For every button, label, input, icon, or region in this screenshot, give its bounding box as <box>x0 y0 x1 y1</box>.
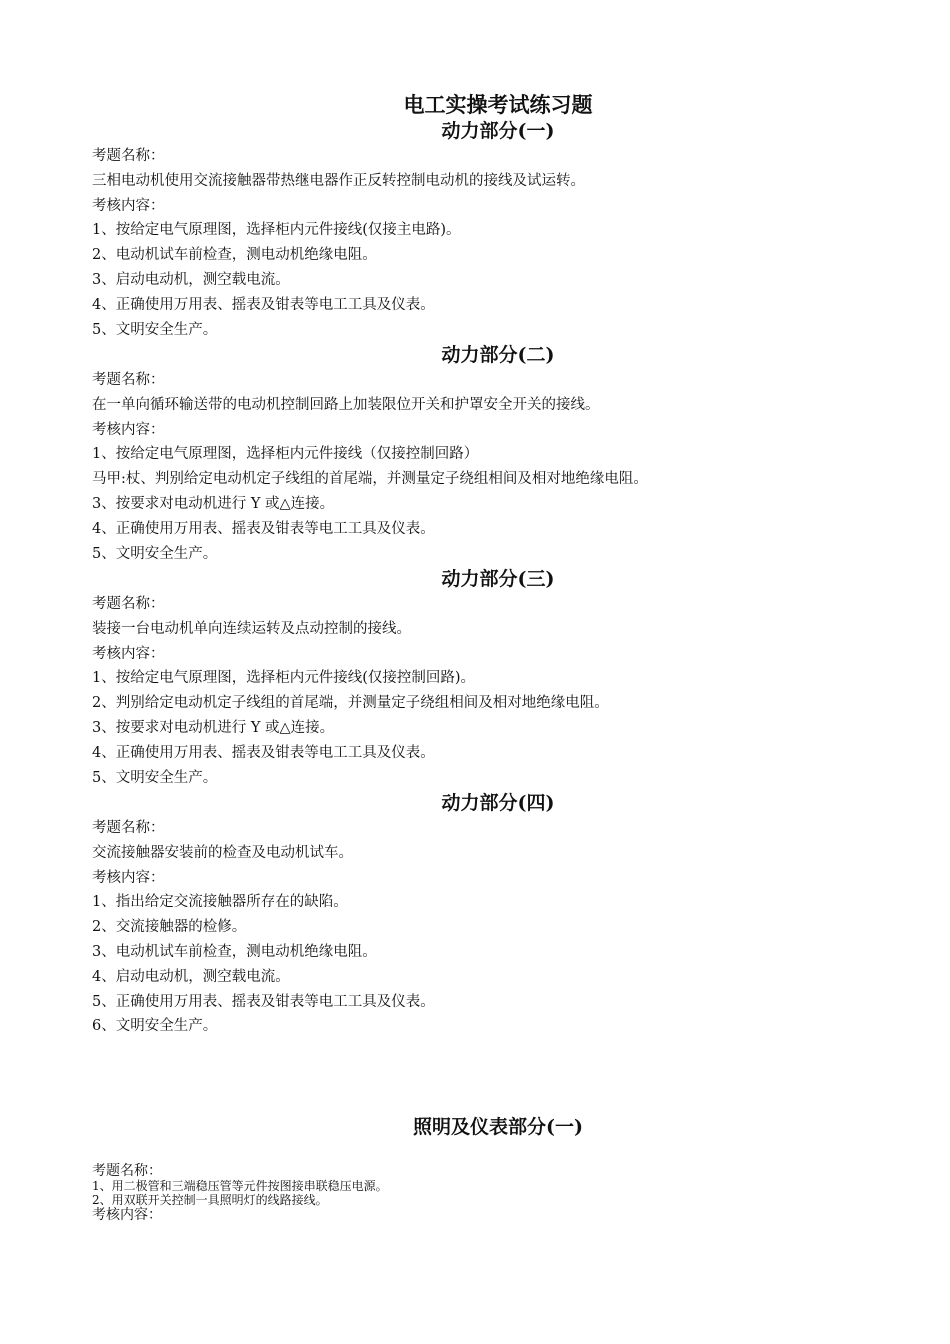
list-item: 5、文明安全生产。 <box>92 321 218 338</box>
list-item: 1、用二极管和三端稳压管等元件按图接串联稳压电源。 <box>92 1179 388 1193</box>
exam-name-label: 考题名称： <box>92 148 165 164</box>
section-heading-3: 动力部分(三) <box>441 568 555 590</box>
list-item: 1、指出给定交流接触器所存在的缺陷。 <box>92 894 348 911</box>
list-item: 2、用双联开关控制一具照明灯的线路接线。 <box>92 1193 328 1207</box>
list-item: 4、启动电动机，测空载电流。 <box>92 968 290 985</box>
exam-content-label: 考核内容： <box>92 645 165 662</box>
list-item: 6、文明安全生产。 <box>92 1018 218 1035</box>
document-title: 电工实操考试练习题 <box>403 92 593 117</box>
exam-content-label: 考核内容： <box>92 197 165 214</box>
section-body-5 <box>92 1163 912 1223</box>
exam-name-label: 考题名称： <box>92 1163 162 1179</box>
list-item: 2、电动机试车前检查，测电动机绝缘电阻。 <box>92 247 377 264</box>
list-item: 5、文明安全生产。 <box>92 545 218 562</box>
list-item: 4、正确使用万用表、摇表及钳表等电工工具及仪表。 <box>92 744 435 761</box>
section-heading-5: 照明及仪表部分(一) <box>413 1116 583 1138</box>
list-item: 5、正确使用万用表、摇表及钳表等电工工具及仪表。 <box>92 993 435 1010</box>
list-item: 2、交流接触器的检修。 <box>92 919 247 936</box>
list-item: 4、正确使用万用表、摇表及钳表等电工工具及仪表。 <box>92 296 435 313</box>
section-heading-2: 动力部分(二) <box>441 344 555 366</box>
section-body-4 <box>92 816 912 1039</box>
section-body-2 <box>92 368 912 566</box>
list-item: 1、按给定电气原理图，选择柜内元件接线(仅接控制回路)。 <box>92 670 476 687</box>
section-body-3 <box>92 592 912 790</box>
list-item: 1、按给定电气原理图，选择柜内元件接线(仅接主电路)。 <box>92 222 461 239</box>
list-item: 3、按要求对电动机进行 Y 或△连接。 <box>92 719 335 736</box>
section-body-1 <box>92 144 912 342</box>
exam-content-label: 考核内容： <box>92 421 165 438</box>
list-item: 2、判别给定电动机定子线组的首尾端，并测量定子绕组相间及相对地绝缘电阻。 <box>92 695 609 712</box>
list-item: 3、启动电动机，测空载电流。 <box>92 271 290 288</box>
exam-name-text: 三相电动机使用交流接触器带热继电器作正反转控制电动机的接线及试运转。 <box>92 172 585 189</box>
exam-name-label: 考题名称： <box>92 596 165 612</box>
exam-name-text: 交流接触器安装前的检查及电动机试车。 <box>92 844 353 861</box>
exam-name-label: 考题名称： <box>92 820 165 836</box>
list-item: 3、电动机试车前检查，测电动机绝缘电阻。 <box>92 943 377 960</box>
list-item: 5、文明安全生产。 <box>92 769 218 786</box>
list-item: 1、按给定电气原理图，选择柜内元件接线（仅接控制回路） <box>92 446 479 463</box>
exam-name-text: 装接一台电动机单向连续运转及点动控制的接线。 <box>92 620 411 637</box>
section-heading-4: 动力部分(四) <box>441 792 555 814</box>
list-item: 4、正确使用万用表、摇表及钳表等电工工具及仪表。 <box>92 520 435 537</box>
list-item: 3、按要求对电动机进行 Y 或△连接。 <box>92 495 335 512</box>
exam-name-label: 考题名称： <box>92 372 165 388</box>
exam-content-label: 考核内容： <box>92 869 165 886</box>
section-heading-1: 动力部分(一) <box>441 120 555 142</box>
exam-content-label: 考核内容： <box>92 1207 162 1223</box>
exam-name-text: 在一单向循环输送带的电动机控制回路上加装限位开关和护罩安全开关的接线。 <box>92 396 600 413</box>
list-item: 马甲:杖、判别给定电动机定子线组的首尾端，并测量定子绕组相间及相对地绝缘电阻。 <box>92 471 648 488</box>
